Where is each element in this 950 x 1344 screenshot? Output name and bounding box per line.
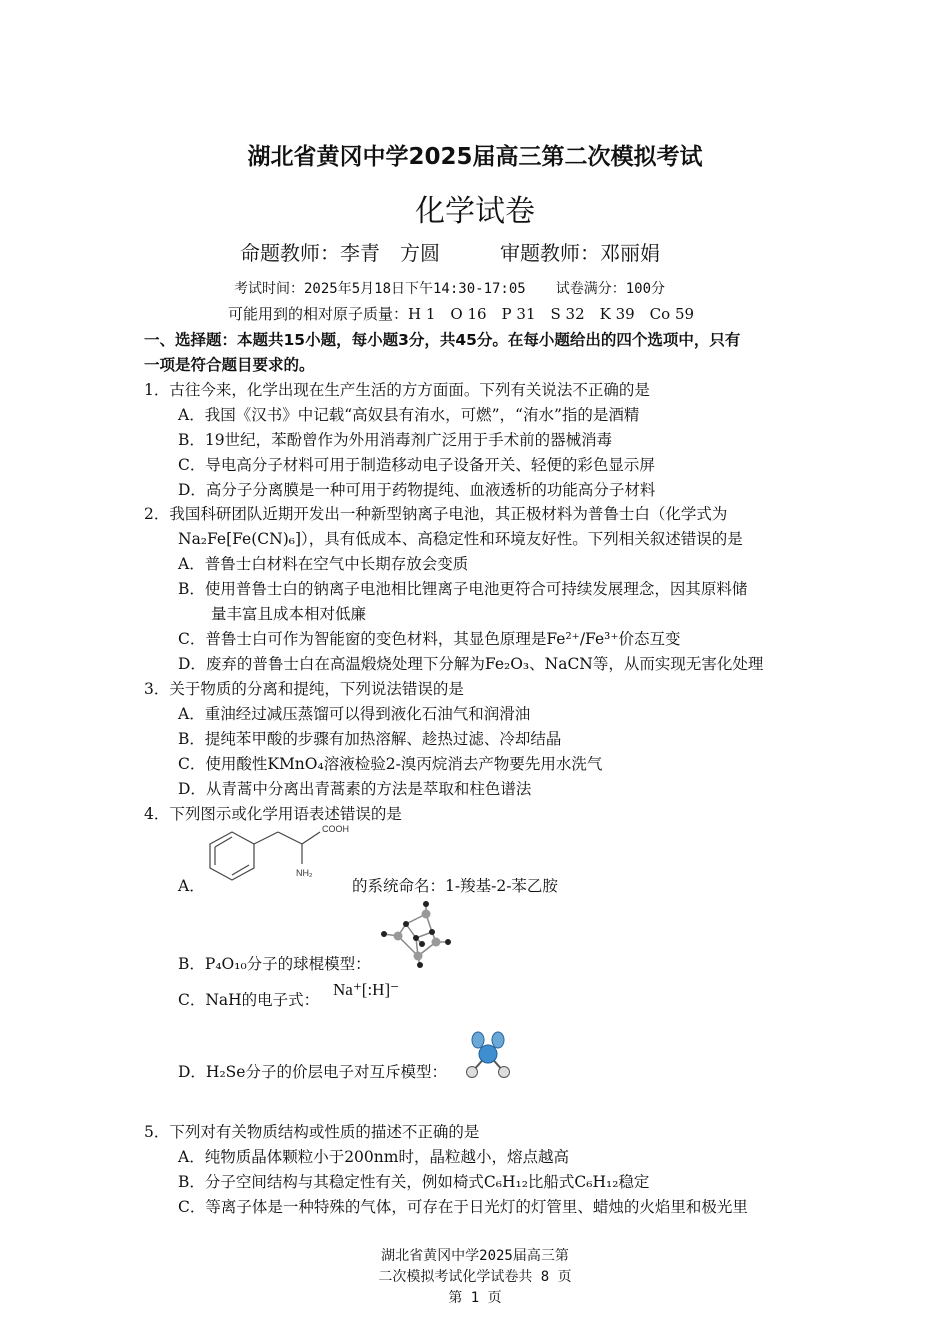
footer-line3: 第 1 页	[448, 1290, 502, 1306]
q1-stem: 1．古往今来，化学出现在生产生活的方方面面。下列有关说法不正确的是	[144, 381, 650, 399]
q2-option-b-line1: B．使用普鲁士白的钠离子电池相比锂离子电池更符合可持续发展理念，因其原料储	[178, 580, 748, 598]
exam-time: 考试时间：2025年5月18日下午14:30-17:05	[234, 281, 526, 297]
section-intro-line1: 一、选择题：本题共15小题，每小题3分，共45分。在每小题给出的四个选项中，只有	[144, 331, 741, 349]
atomic-masses: 可能用到的相对原子质量：H 1 O 16 P 31 S 32 K 39 Co 59	[228, 305, 695, 323]
q2-stem-line2	[178, 527, 743, 549]
q3-option-c: C．使用酸性KMnO₄溶液检验2-溴丙烷消去产物要先用水洗气	[178, 755, 603, 773]
q5-option-a: A．纯物质晶体颗粒小于200nm时，晶粒越小，熔点越高	[178, 1148, 569, 1166]
q1-option-a: A．我国《汉书》中记载“高奴县有洧水，可燃”，“洧水”指的是酒精	[178, 406, 640, 424]
q2-option-c: C．普鲁士白可作为智能窗的变色材料，其显色原理是Fe²⁺/Fe³⁺价态互变	[178, 630, 681, 648]
q5-stem: 5．下列对有关物质结构或性质的描述不正确的是	[144, 1123, 480, 1141]
q4-stem: 4．下列图示或化学用语表述错误的是	[144, 805, 402, 823]
exam-info	[234, 278, 665, 298]
q3-stem: 3．关于物质的分离和提纯，下列说法错误的是	[144, 680, 464, 698]
reviewer-label: 审题教师：邓丽娟	[500, 241, 660, 265]
q1-option-d: D．高分子分离膜是一种可用于药物提纯、血液透析的功能高分子材料	[178, 481, 656, 499]
q5-option-c: C．等离子体是一种特殊的气体，可存在于日光灯的灯管里、蜡烛的火焰里和极光里	[178, 1198, 748, 1216]
q4-option-b: B．P₄O₁₀分子的球棍模型：	[178, 955, 371, 973]
struct-cooh-label: COOH	[322, 824, 349, 834]
q4-option-d: D．H₂Se分子的价层电子对互斥模型：	[178, 1063, 447, 1081]
page-footer	[0, 1246, 950, 1309]
teachers-line	[240, 237, 660, 266]
h2se-vsepr-model	[462, 1030, 514, 1080]
q2-option-b-line2: 量丰富且成本相对低廉	[211, 605, 367, 623]
exam-subtitle: 化学试卷	[415, 194, 535, 229]
q1-option-c: C．导电高分子材料可用于制造移动电子设备开关、轻便的彩色显示屏	[178, 456, 655, 474]
q1-option-b: B．19世纪，苯酚曾作为外用消毒剂广泛用于手术前的器械消毒	[178, 431, 613, 449]
q4-option-c: C．NaH的电子式：	[178, 991, 320, 1009]
author-label: 命题教师：李青 方圆	[240, 241, 440, 265]
full-score: 试卷满分：100分	[555, 281, 666, 297]
q3-option-a: A．重油经过减压蒸馏可以得到液化石油气和润滑油	[178, 705, 531, 723]
q4-option-a-prefix: A．	[178, 877, 205, 895]
p4o10-ball-stick-model	[376, 898, 456, 968]
footer-line1: 湖北省黄冈中学2025届高三第	[381, 1248, 569, 1264]
q3-option-d: D．从青蒿中分离出青蒿素的方法是萃取和柱色谱法	[178, 780, 532, 798]
q2-option-d: D．废弃的普鲁士白在高温煅烧处理下分解为Fe₂O₃、NaCN等，从而实现无害化处理	[178, 655, 764, 673]
q2-option-a: A．普鲁士白材料在空气中长期存放会变质	[178, 555, 469, 573]
q3-option-b: B．提纯苯甲酸的步骤有加热溶解、趁热过滤、冷却结晶	[178, 730, 562, 748]
nah-electron-formula	[333, 980, 399, 1000]
nah-h-ion: [:H]⁻	[361, 980, 400, 999]
section-intro-line2: 一项是符合题目要求的。	[144, 356, 315, 374]
nah-na-ion: Na⁺	[333, 980, 362, 999]
q2-stem-rest: ），具有低成本、高稳定性和环境友好性。下列相关叙述错误的是	[301, 530, 743, 548]
q4-option-a-suffix: 的系统命名：1-羧基-2-苯乙胺	[352, 877, 558, 895]
struct-nh2-label: NH₂	[296, 868, 313, 878]
exam-title: 湖北省黄冈中学2025届高三第二次模拟考试	[247, 144, 703, 170]
q2-stem-line1: 2．我国科研团队近期开发出一种新型钠离子电池，其正极材料为普鲁士白（化学式为	[144, 505, 728, 523]
footer-line2: 二次模拟考试化学试卷共 8 页	[378, 1269, 572, 1285]
q2-formula: Na₂Fe[Fe(CN)₆]	[178, 530, 302, 548]
phenylalanine-structure	[200, 822, 360, 888]
q5-option-b: B．分子空间结构与其稳定性有关，例如椅式C₆H₁₂比船式C₆H₁₂稳定	[178, 1173, 650, 1191]
